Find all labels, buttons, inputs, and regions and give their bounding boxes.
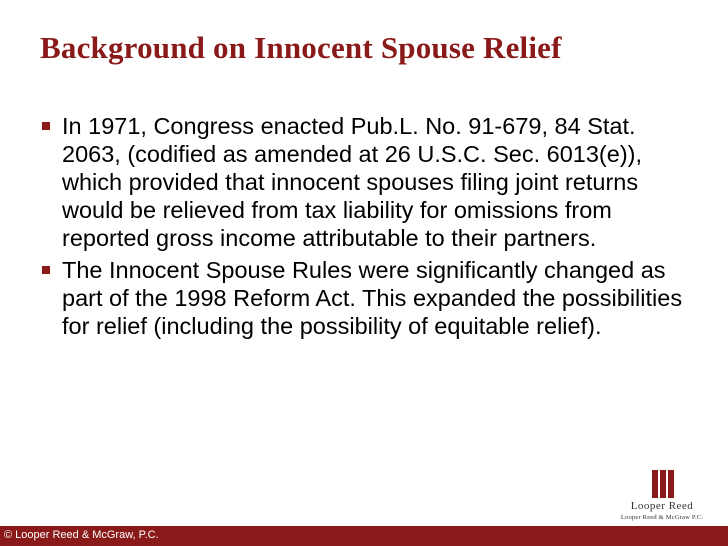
firm-logo — [612, 470, 712, 530]
logo-subtitle: Looper Reed & McGraw P.C. — [620, 514, 704, 521]
bullet-text: In 1971, Congress enacted Pub.L. No. 91-679, 84 Stat. 2063, (codified as amended at 26 U.S.C. Sec. 6013(e)), which provided that innocent spouses filing joint returns would be relieved from tax liability for omissions from reported gross income attributable to their partners. — [62, 113, 642, 251]
bullet-square-icon — [42, 266, 50, 274]
bullet-item — [42, 112, 702, 252]
slide-title: Background on Innocent Spouse Relief — [40, 30, 562, 65]
bullet-list — [42, 112, 702, 344]
bullet-square-icon — [42, 122, 50, 130]
logo-mark-icon — [652, 470, 674, 498]
footer-copyright: © Looper Reed & McGraw, P.C. — [4, 529, 159, 541]
bullet-item — [42, 256, 702, 340]
logo-name: Looper Reed — [630, 500, 694, 512]
bullet-text: The Innocent Spouse Rules were significantly changed as part of the 1998 Reform Act. This expanded the possibilities for relief (including the possibility of equitable relief). — [62, 257, 683, 339]
footer-bar — [0, 526, 728, 546]
